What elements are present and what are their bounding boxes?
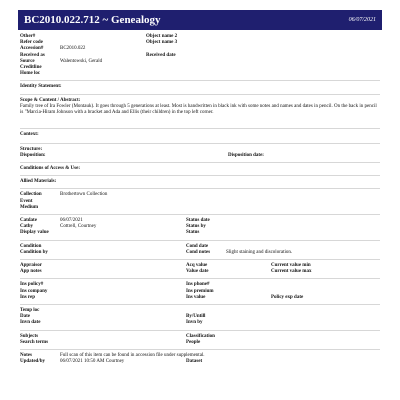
label-accession: Accession# [20, 46, 44, 52]
record-title: BC2010.022.712 ~ Genealogy [24, 14, 161, 26]
section-collection [20, 192, 380, 215]
label-condition-by: Condition by [20, 249, 48, 255]
label-structure: Structure: [20, 146, 43, 152]
label-dataset: Dataset [186, 359, 203, 365]
section-temp-location [20, 308, 380, 331]
label-cond-notes: Cond notes [186, 249, 211, 255]
label-acq-value: Acq value [186, 263, 208, 269]
label-condition: Condition [20, 243, 42, 249]
label-app-notes: App notes [20, 269, 42, 275]
label-policy-exp-date: Policy exp date [271, 294, 304, 300]
section-catalog [20, 218, 380, 241]
label-collection: Collection [20, 192, 42, 198]
label-home-loc: Home loc [20, 71, 41, 77]
label-refer-code: Refer code [20, 40, 43, 46]
label-by-untill: By/Untill [186, 314, 206, 320]
value-catdate: 06/07/2021 [60, 218, 83, 224]
label-updated-by: Updated/by [20, 359, 46, 365]
section-identity [20, 84, 380, 94]
label-creditline: Creditline [20, 65, 42, 71]
label-date: Date [20, 314, 30, 320]
label-search-terms: Search terms [20, 339, 49, 345]
label-medium: Medium [20, 204, 39, 210]
section-subjects [20, 334, 380, 350]
label-event: Event [20, 198, 33, 204]
record-date: 06/07/2021 [348, 17, 376, 23]
label-appraisor: Appraisor [20, 263, 42, 269]
label-temp-loc: Temp loc [20, 308, 40, 314]
label-ins-rep: Ins rep [20, 294, 36, 300]
record-page [20, 34, 380, 366]
record-header [18, 10, 382, 30]
label-status-date: Status date [186, 218, 210, 224]
section-scope [20, 98, 380, 130]
value-cond-notes: Slight staining and discoloration. [226, 249, 293, 255]
label-value-date: Value date [186, 269, 209, 275]
section-context [20, 132, 380, 143]
label-status: Status [186, 230, 200, 236]
section-appraisal [20, 263, 380, 279]
label-disposition: Disposition: [20, 152, 46, 158]
scope-text: Family tree of Ira Fowler (Montauk). It goes through 5 generations at least. Most is handwritten in black ink with some notes and names and dates in pencil. On the back in pencil is "Marcia-Hiram Johnson with a bracket and Ada and Ellis (their children) in the top left corner. [20, 103, 377, 116]
label-allied-materials: Allied Materials: [20, 179, 57, 185]
section-structure [20, 147, 380, 163]
label-invn-date: Invn date [20, 320, 41, 326]
section-allied [20, 179, 380, 189]
value-catby: Cottrell, Courtney [60, 224, 97, 230]
label-invn-by: Invn by [186, 320, 203, 326]
value-accession: BC2010.022 [60, 46, 86, 52]
label-disposition-date: Disposition date: [228, 152, 264, 158]
label-scope: Scope & Content / Abstract: [20, 97, 81, 103]
value-updated-by: 06/07/2021 10:50 AM Courtney [60, 359, 125, 365]
value-notes: Full scan of this item can be found in accession file under supplemental. [60, 353, 205, 359]
label-ins-value: Ins value [186, 294, 206, 300]
label-people: People [186, 339, 201, 345]
section-conditions-access [20, 166, 380, 176]
label-ins-company: Ins company [20, 288, 48, 294]
value-collection: Brothertown Collection [60, 192, 108, 198]
section-notes [20, 353, 380, 365]
label-object-name-2: Object name 2 [146, 34, 178, 39]
label-classification: Classification [186, 333, 215, 339]
label-ins-policy: Ins policy# [20, 282, 44, 288]
label-display-value: Display value [20, 230, 49, 236]
label-current-value-min: Current value min [271, 263, 311, 269]
label-identity-statement: Identity Statement: [20, 84, 62, 90]
section-insurance [20, 282, 380, 305]
label-ins-premium: Ins premium [186, 288, 214, 294]
label-conditions-access: Conditions of Access & Use: [20, 166, 80, 172]
label-source: Source [20, 58, 35, 64]
label-status-by: Status by [186, 224, 206, 230]
section-identification [20, 34, 380, 81]
label-notes: Notes [20, 353, 32, 359]
label-current-value-max: Current value max [271, 269, 312, 275]
label-catdate: Catdate [20, 218, 37, 224]
label-ins-phone: Ins phone# [186, 282, 210, 288]
label-received-date: Received date [146, 52, 176, 58]
value-source: Walentowski, Gerald [60, 58, 103, 64]
label-context: Context: [20, 132, 39, 138]
label-received-as: Received as [20, 52, 45, 58]
label-object-name-3: Object name 3 [146, 40, 178, 46]
label-catby: Catby [20, 224, 34, 230]
label-cond-date: Cond date [186, 243, 209, 249]
section-condition [20, 244, 380, 260]
label-other: Other# [20, 34, 36, 39]
label-subjects: Subjects [20, 333, 39, 339]
